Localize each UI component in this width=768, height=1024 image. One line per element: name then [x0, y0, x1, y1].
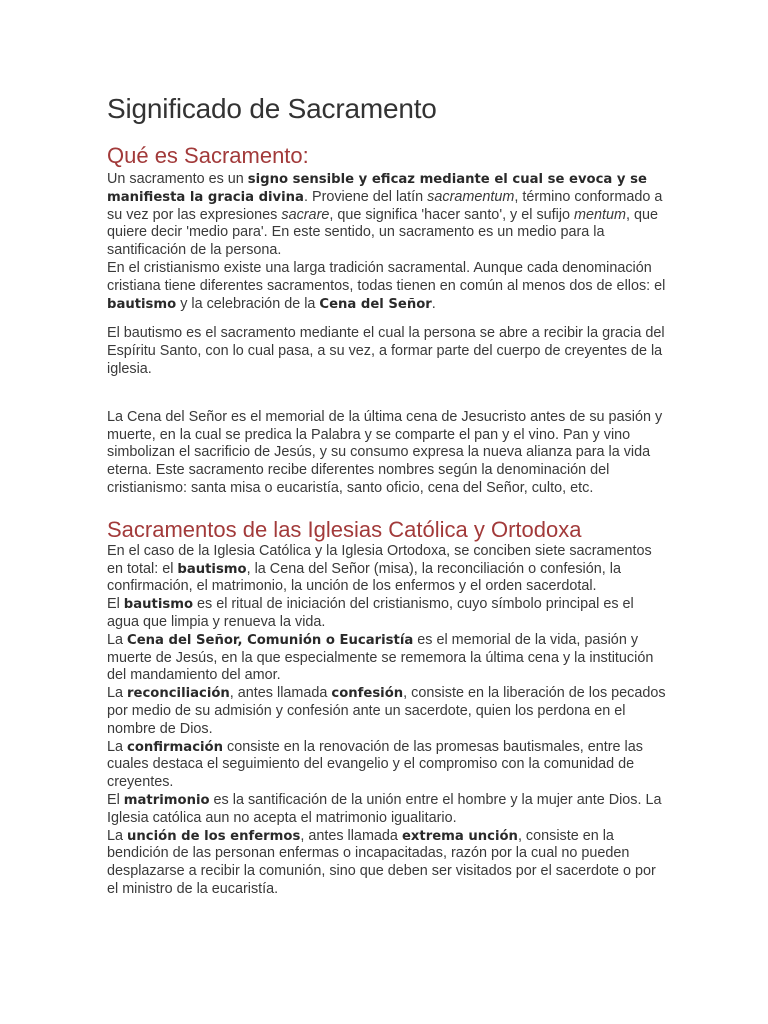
bold-text: bautismo — [107, 296, 177, 312]
bold-text: bautismo — [123, 597, 193, 613]
bold-text: signo sensible y eficaz mediante el cual se evoca y se manifiesta la gracia divina — [107, 172, 647, 205]
bold-text: unción de los enfermos — [127, 828, 301, 844]
bold-text: bautismo — [177, 561, 247, 577]
paragraph-eucaristia: La Cena del Señor, Comunión o Eucaristía es el memorial de la vida, pasión y muerte de Jesús, en la que especialmente se rememora la última cena y la institución del mandamiento del amor. — [107, 631, 654, 684]
paragraph-definition: Un sacramento es un signo sensible y eficaz mediante el cual se evoca y se manifiesta la gracia divina. Proviene del latín sacramentum, término conformado a su vez por las expresiones sacrare, que significa 'hacer santo', y el sufijo mentum, que quiere decir 'medio para'. En este sentido, un sacramento es un medio para la santificación de la persona. — [107, 171, 663, 259]
bold-text: matrimonio — [123, 792, 210, 808]
bold-text: Cena del Señor — [319, 296, 432, 312]
paragraph-uncion: La unción de los enfermos, antes llamada extrema unción, consiste en la bendición de las personan enfermas o incapacitadas, razón por la cual no pueden desplazarse a recibir la comunión, sino que deben ser visitados por el sacerdote o por el ministro de la eucaristía. — [107, 827, 656, 897]
bold-text: reconciliación — [127, 686, 230, 702]
paragraph-bautismo: El bautismo es el sacramento mediante el cual la persona se abre a recibir la gracia del Espíritu Santo, con lo cual pasa, a su vez, a formar parte del cuerpo de creyentes de la iglesia. — [107, 325, 665, 377]
bold-text: confirmación — [127, 739, 223, 755]
bold-text: extrema unción — [401, 828, 518, 844]
paragraph-confirmacion: La confirmación consiste en la renovación de las promesas bautismales, entre las cuales destaca el seguimiento del evangelio y el compromiso con la comunidad de creyentes. — [107, 738, 643, 791]
paragraph-siete-sacramentos: En el caso de la Iglesia Católica y la Iglesia Ortodoxa, se conciben siete sacramentos en total: el bautismo, la Cena del Señor (misa), la reconciliación o confesión, la confirmación, el matrimonio, la unción de los enfermos y el orden sacerdotal. — [107, 542, 652, 595]
paragraph-cena: La Cena del Señor es el memorial de la última cena de Jesucristo antes de su pasión y muerte, en la cual se predica la Palabra y se comparte el pan y el vino. Pan y vino simbolizan el sacrificio de Jesús, y su consumo expresa la nueva alianza para la vida eterna. Este sacramento recibe diferentes nombres según la denominación del cristianismo: santa misa o eucaristía, santo oficio, cena del Señor, culto, etc. — [107, 408, 663, 496]
paragraph-bautismo-ritual: El bautismo es el ritual de iniciación del cristianismo, cuyo símbolo principal es el agua que limpia y renueva la vida. — [107, 596, 634, 630]
italic-text: sacrare — [281, 206, 330, 223]
section-heading-iglesias: Sacramentos de las Iglesias Católica y Ortodoxa — [107, 516, 582, 542]
section-heading-que-es: Qué es Sacramento: — [107, 143, 309, 168]
document-content — [107, 92, 667, 899]
paragraph-tradition: En el cristianismo existe una larga tradición sacramental. Aunque cada denominación cristiana tiene diferentes sacramentos, todas tienen en común al menos dos de ellos: el bautismo y la celebración de la Cena del Señor. — [107, 259, 666, 312]
bold-text: Cena del Señor, Comunión o Eucaristía — [127, 632, 414, 648]
page-title: Significado de Sacramento — [107, 93, 437, 124]
paragraph-matrimonio: El matrimonio es la santificación de la unión entre el hombre y la mujer ante Dios. La Iglesia católica aun no acepta el matrimonio igualitario. — [107, 791, 662, 826]
italic-text: mentum — [574, 206, 627, 223]
italic-text: sacramentum — [427, 188, 515, 205]
paragraph-reconciliacion: La reconciliación, antes llamada confesión, consiste en la liberación de los pecados por medio de su admisión y confesión ante un sacerdote, quien los perdona en el nombre de Dios. — [107, 685, 666, 737]
bold-text: confesión — [331, 686, 404, 702]
